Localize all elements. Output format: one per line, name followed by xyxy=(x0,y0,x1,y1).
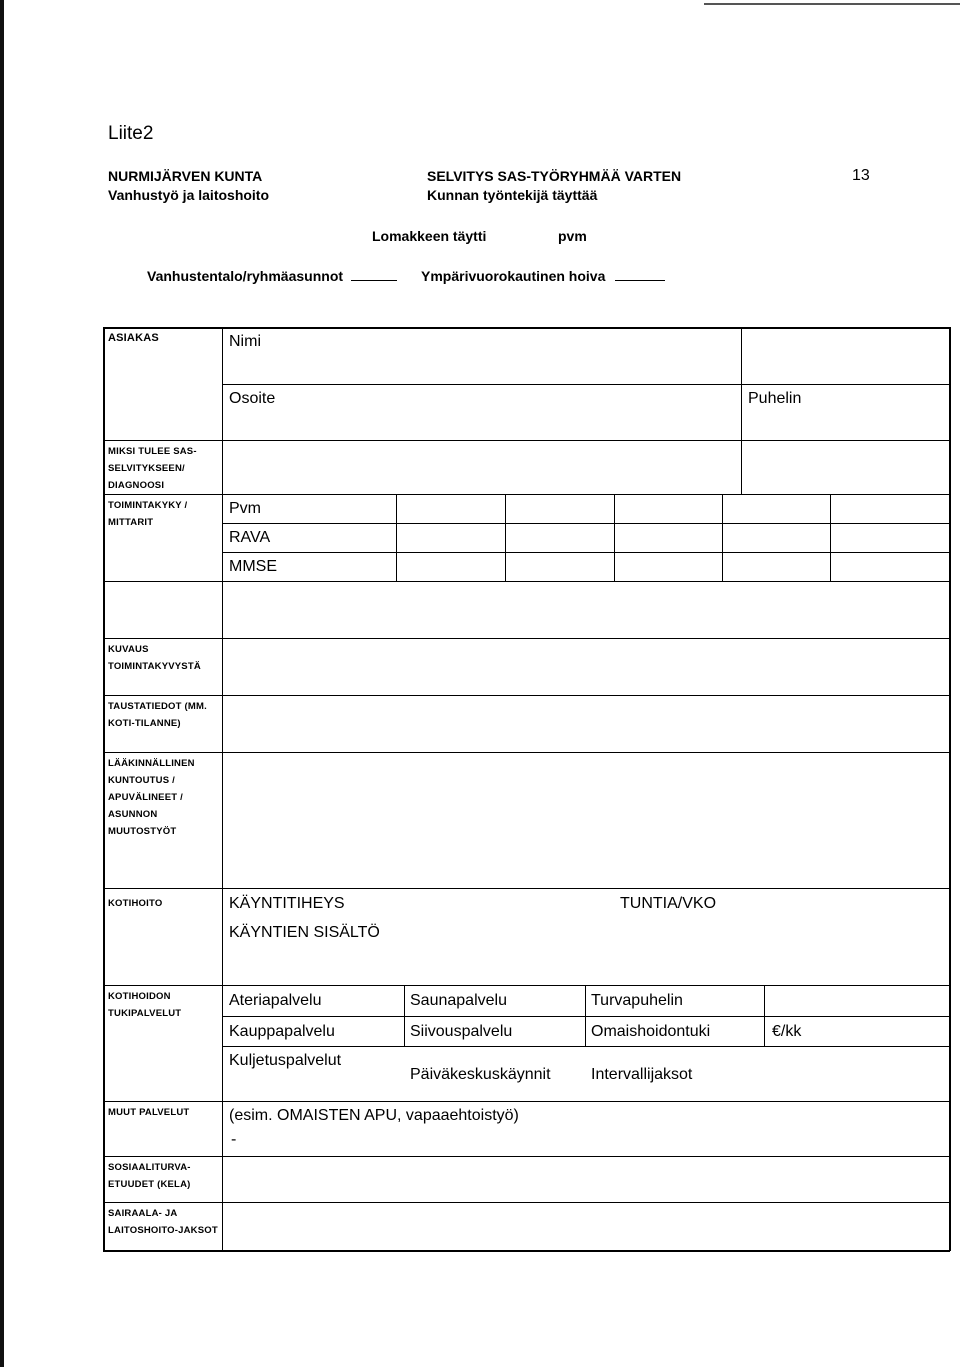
visit-content-label: KÄYNTIEN SISÄLTÖ xyxy=(229,924,380,941)
address-field-label: Osoite xyxy=(229,390,276,407)
row-divider xyxy=(222,1046,950,1047)
option-senior-housing-label: Vanhustentalo/ryhmäasunnot xyxy=(147,268,344,284)
row-divider xyxy=(222,523,950,524)
service-column-divider xyxy=(764,985,765,1047)
service-cleaning: Siivouspalvelu xyxy=(410,1023,513,1040)
service-day-center: Päiväkeskuskäynnit xyxy=(410,1066,551,1083)
form-bottom-border xyxy=(103,1250,950,1252)
service-interval-care: Intervallijaksot xyxy=(591,1066,693,1083)
row-divider xyxy=(222,1016,950,1017)
service-column-divider xyxy=(404,985,405,1047)
reason-label-line: DIAGNOOSI xyxy=(108,480,165,491)
hours-per-week-label: TUNTIA/VKO xyxy=(620,895,717,912)
row-divider xyxy=(222,384,950,385)
social-security-label xyxy=(108,1159,191,1193)
service-carer-support: Omaishoidontuki xyxy=(591,1023,711,1040)
row-divider xyxy=(103,888,950,889)
rehab-label-line: LÄÄKINNÄLLINEN xyxy=(108,758,195,769)
pvm-row-label: Pvm xyxy=(229,500,261,517)
organization-unit: Vanhustyö ja laitoshoito xyxy=(108,187,270,203)
description-label-line: KUVAUS xyxy=(108,644,149,655)
phone-column-divider xyxy=(741,327,742,494)
document-subtitle: Kunnan työntekijä täyttää xyxy=(427,187,598,203)
measure-column-divider xyxy=(505,494,506,581)
phone-field-label: Puhelin xyxy=(748,390,802,407)
reason-label-line: MIKSI TULEE SAS- xyxy=(108,446,197,457)
rehab-label xyxy=(108,755,195,840)
row-divider xyxy=(103,752,950,753)
row-divider xyxy=(103,985,950,986)
rehab-label-line: APUVÄLINEET / xyxy=(108,792,183,803)
row-divider xyxy=(103,638,950,639)
row-divider xyxy=(103,1101,950,1102)
mmse-row-label: MMSE xyxy=(229,558,277,575)
support-label-line: TUKIPALVELUT xyxy=(108,1008,182,1019)
service-column-divider xyxy=(585,985,586,1047)
rehab-label-line: ASUNNON xyxy=(108,809,158,820)
social-security-label-line: SOSIAALITURVA- xyxy=(108,1162,191,1173)
description-label xyxy=(108,641,201,675)
label-column-divider xyxy=(222,327,223,1251)
filler-label: Lomakkeen täytti xyxy=(372,228,487,244)
rava-row-label: RAVA xyxy=(229,529,271,546)
document-title: SELVITYS SAS-TYÖRYHMÄÄ VARTEN xyxy=(427,168,682,184)
function-label-line: MITTARIT xyxy=(108,517,154,528)
measure-column-divider xyxy=(830,494,831,581)
measure-column-divider xyxy=(614,494,615,581)
form-right-border xyxy=(949,327,951,1251)
function-label-line: TOIMINTAKYKY / xyxy=(108,500,188,511)
row-divider xyxy=(103,1156,950,1157)
service-safety-phone: Turvapuhelin xyxy=(591,992,683,1009)
service-sauna: Saunapalvelu xyxy=(410,992,507,1009)
row-divider xyxy=(222,552,950,553)
asiakas-label: ASIAKAS xyxy=(108,332,159,344)
support-services-label xyxy=(108,988,181,1022)
background-label-line: KOTI-TILANNE) xyxy=(108,718,181,729)
service-per-month: €/kk xyxy=(772,1023,802,1040)
service-shopping: Kauppapalvelu xyxy=(229,1023,335,1040)
background-label-line: TAUSTATIEDOT (MM. xyxy=(108,701,207,712)
reason-label xyxy=(108,443,197,494)
reason-label-line: SELVITYKSEEN/ xyxy=(108,463,185,474)
rehab-label-line: KUNTOUTUS / xyxy=(108,775,175,786)
page-number: 13 xyxy=(852,167,870,184)
row-divider xyxy=(103,494,950,495)
form-top-border xyxy=(103,327,950,329)
other-services-example: (esim. OMAISTEN APU, vapaaehtoistyö) xyxy=(229,1107,519,1124)
hospital-label-line: SAIRAALA- JA xyxy=(108,1208,178,1219)
measure-column-divider xyxy=(722,494,723,581)
name-field-label: Nimi xyxy=(229,333,261,350)
form-left-border xyxy=(103,327,105,1251)
hospital-label-line: LAITOSHOITO-JAKSOT xyxy=(108,1225,218,1236)
visit-frequency-label: KÄYNTITIHEYS xyxy=(229,895,345,912)
attachment-label: Liite2 xyxy=(108,123,154,144)
service-meal: Ateriapalvelu xyxy=(229,992,322,1009)
option-round-clock-care-label: Ympärivuorokautinen hoiva xyxy=(421,268,606,284)
hospital-label xyxy=(108,1205,218,1239)
homecare-label: KOTIHOITO xyxy=(108,898,163,909)
description-label-line: TOIMINTAKYVYSTÄ xyxy=(108,661,201,672)
measure-column-divider xyxy=(396,494,397,581)
function-label xyxy=(108,497,187,531)
social-security-label-line: ETUUDET (KELA) xyxy=(108,1179,191,1190)
organization-name: NURMIJÄRVEN KUNTA xyxy=(108,168,263,184)
row-divider xyxy=(103,440,950,441)
row-divider xyxy=(103,695,950,696)
background-label xyxy=(108,698,207,732)
other-services-label: MUUT PALVELUT xyxy=(108,1107,190,1118)
service-transport: Kuljetuspalvelut xyxy=(229,1052,342,1069)
rehab-label-line: MUUTOSTYÖT xyxy=(108,826,177,837)
row-divider xyxy=(103,581,950,582)
date-label: pvm xyxy=(558,228,587,244)
other-services-dash: - xyxy=(231,1131,237,1148)
row-divider xyxy=(103,1202,950,1203)
support-label-line: KOTIHOIDON xyxy=(108,991,171,1002)
